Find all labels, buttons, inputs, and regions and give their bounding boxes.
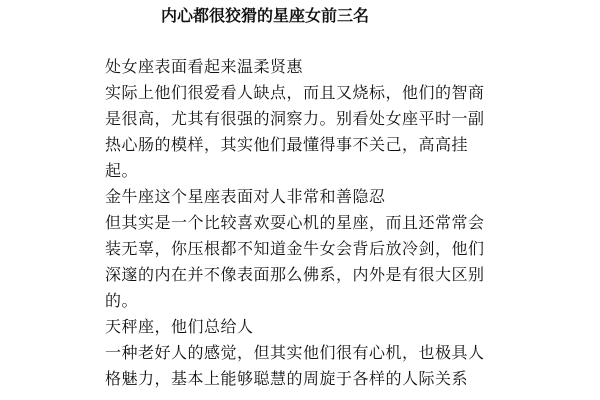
paragraph-line: 深邃的内在并不像表面那么佛系，内外是有很大区别 [105,265,485,284]
paragraph-line: 是很高，尤其有很强的洞察力。别看处女座平时一副 [105,109,485,128]
paragraph-line: 一种老好人的感觉，但其实他们很有心机，也极具人 [105,343,485,362]
paragraph-line: 但其实是一个比较喜欢耍心机的星座，而且还常常会 [105,213,485,232]
document-body [105,54,505,392]
paragraph-line: 装无辜，你压根都不知道金牛女会背后放冷剑，他们 [105,239,485,258]
section-heading-taurus: 金牛座这个星座表面对人非常和善隐忍 [105,187,386,206]
document-title: 内心都很狡猾的星座女前三名 [160,6,369,25]
paragraph-line: 的。 [105,291,139,310]
paragraph-line: 起。 [105,161,139,180]
section-heading-virgo: 处女座表面看起来温柔贤惠 [105,57,304,76]
paragraph-line: 格魅力，基本上能够聪慧的周旋于各样的人际关系 [105,369,469,388]
section-heading-libra: 天秤座，他们总给人 [105,317,254,336]
paragraph-line: 热心肠的模样，其实他们最懂得事不关己，高高挂 [105,135,469,154]
paragraph-line: 实际上他们很爱看人缺点，而且又烧标，他们的智商 [105,83,485,102]
